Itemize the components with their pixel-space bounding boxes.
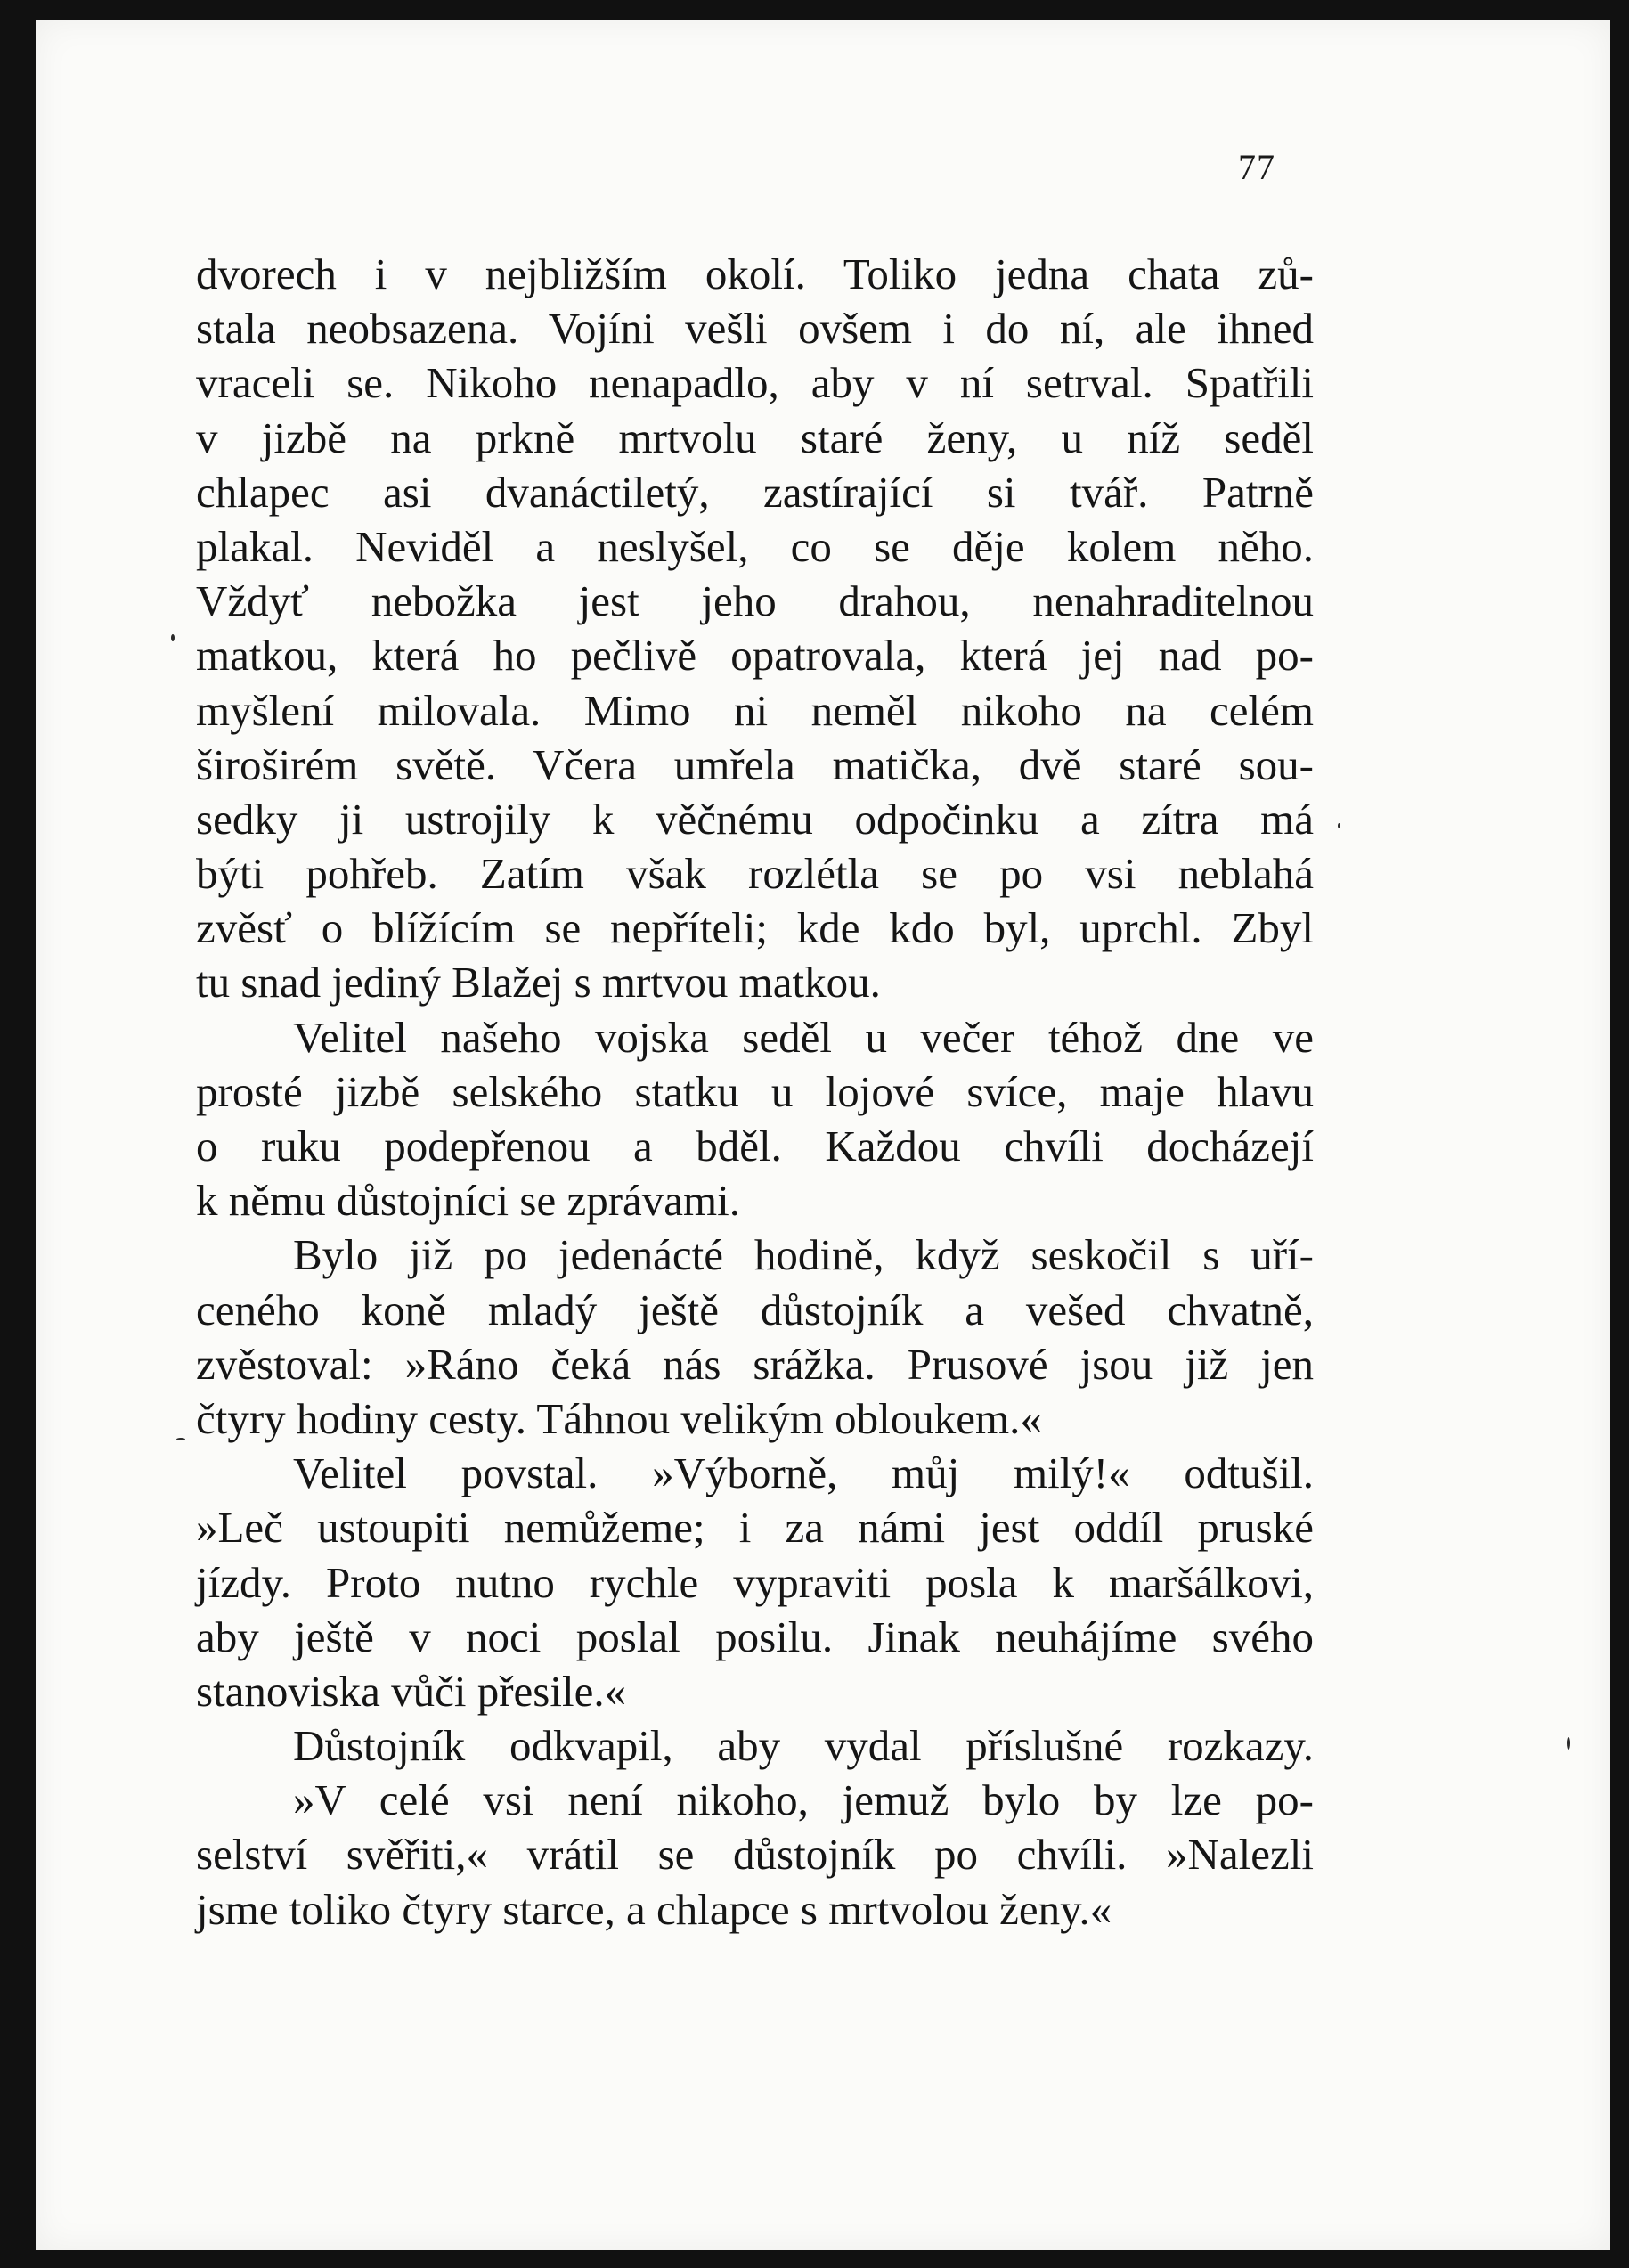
text-line: Vždyť nebožka jest jeho drahou, nenahraditelnou bbox=[196, 576, 1314, 626]
text-line: plakal. Neviděl a neslyšel, co se děje kolem něho. bbox=[196, 521, 1314, 571]
page-number: 77 bbox=[1238, 147, 1275, 187]
scan-speck bbox=[1567, 1737, 1570, 1750]
text-line: vraceli se. Nikoho nenapadlo, aby v ní setrval. Spatřili bbox=[196, 358, 1314, 408]
book-page bbox=[36, 20, 1610, 2250]
text-line: stanoviska vůči přesile.« bbox=[196, 1666, 627, 1716]
paragraph-first-line: Velitel povstal. »Výborně, můj milý!« odtušil. bbox=[293, 1448, 1314, 1498]
text-line: sedky ji ustrojily k věčnému odpočinku a zítra má bbox=[196, 794, 1314, 844]
text-line: dvorech i v nejbližším okolí. Toliko jedna chata zů- bbox=[196, 249, 1314, 298]
text-line: zvěsť o blížícím se nepříteli; kde kdo byl, uprchl. Zbyl bbox=[196, 903, 1314, 953]
text-line: selství svěřiti,« vrátil se důstojník po chvíli. »Nalezli bbox=[196, 1830, 1314, 1880]
text-line: prosté jizbě selského statku u lojové svíce, maje hlavu bbox=[196, 1066, 1314, 1116]
paragraph-first-line: Důstojník odkvapil, aby vydal příslušné rozkazy. bbox=[293, 1721, 1314, 1771]
text-line: čtyry hodiny cesty. Táhnou velikým obloukem.« bbox=[196, 1393, 1042, 1443]
body-text bbox=[196, 247, 1314, 1937]
text-line: jízdy. Proto nutno rychle vypraviti posla k maršálkovi, bbox=[196, 1557, 1314, 1607]
text-line: v jizbě na prkně mrtvolu staré ženy, u níž seděl bbox=[196, 412, 1314, 462]
text-line: chlapec asi dvanáctiletý, zastírající si tvář. Patrně bbox=[196, 467, 1314, 517]
paragraph-first-line: »V celé vsi není nikoho, jemuž bylo by lze po- bbox=[293, 1775, 1314, 1825]
scan-speck bbox=[1338, 823, 1340, 828]
text-line: o ruku podepřenou a bděl. Každou chvíli docházejí bbox=[196, 1122, 1314, 1171]
text-line: matkou, která ho pečlivě opatrovala, která jej nad po- bbox=[196, 631, 1314, 681]
text-line: ceného koně mladý ještě důstojník a vešed chvatně, bbox=[196, 1285, 1314, 1334]
text-line: myšlení milovala. Mimo ni neměl nikoho na celém bbox=[196, 685, 1314, 735]
text-line: k němu důstojníci se zprávami. bbox=[196, 1176, 740, 1226]
text-line: zvěstoval: »Ráno čeká nás srážka. Prusové jsou již jen bbox=[196, 1339, 1314, 1389]
text-line: široširém světě. Včera umřela matička, dvě staré sou- bbox=[196, 739, 1314, 789]
text-line: aby ještě v noci poslal posilu. Jinak neuhájíme svého bbox=[196, 1611, 1314, 1661]
scan-speck bbox=[171, 634, 175, 641]
paragraph-first-line: Velitel našeho vojska seděl u večer téhož dne ve bbox=[293, 1012, 1314, 1062]
text-line: tu snad jediný Blažej s mrtvou matkou. bbox=[196, 958, 881, 1008]
text-line: »Leč ustoupiti nemůžeme; i za námi jest oddíl pruské bbox=[196, 1503, 1314, 1553]
text-line: jsme toliko čtyry starce, a chlapce s mrtvolou ženy.« bbox=[196, 1884, 1112, 1934]
paragraph-first-line: Bylo již po jedenácté hodině, když seskočil s uří- bbox=[293, 1230, 1314, 1280]
text-line: stala neobsazena. Vojíni vešli ovšem i do ní, ale ihned bbox=[196, 304, 1314, 354]
scan-speck bbox=[176, 1438, 185, 1440]
text-line: býti pohřeb. Zatím však rozlétla se po vsi neblahá bbox=[196, 849, 1314, 899]
